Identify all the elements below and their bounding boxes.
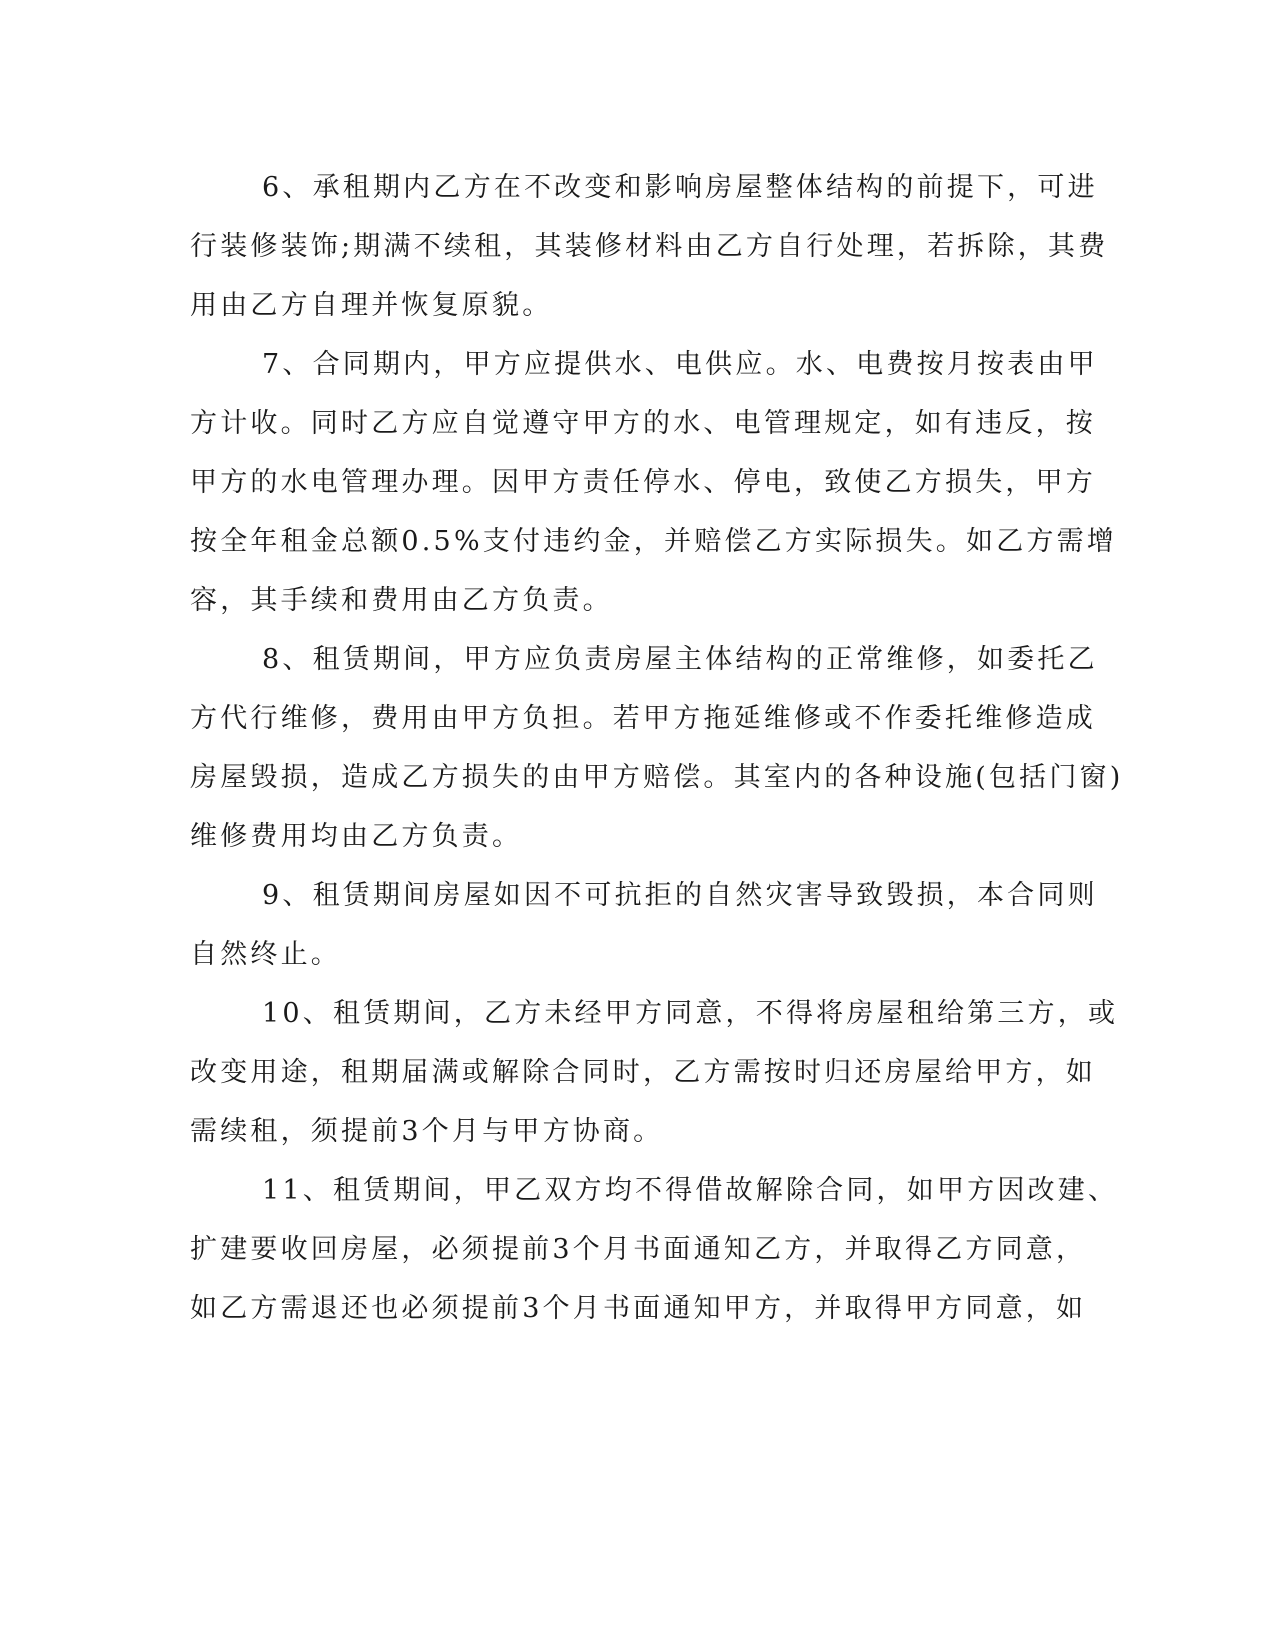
clause-10-line-1: 10、租赁期间，乙方未经甲方同意，不得将房屋租给第三方，或 xyxy=(262,998,1119,1029)
clause-8-line-2: 方代行维修，费用由甲方负担。若甲方拖延维修或不作委托维修造成 xyxy=(190,703,1096,734)
clause-10-line-2: 改变用途，租期届满或解除合同时，乙方需按时归还房屋给甲方，如 xyxy=(190,1057,1096,1088)
clause-11-line-3: 如乙方需退还也必须提前3个月书面通知甲方，并取得甲方同意，如 xyxy=(190,1293,1087,1324)
clause-10-line-3: 需续租，须提前3个月与甲方协商。 xyxy=(190,1116,664,1147)
clause-11-line-1: 11、租赁期间，甲乙双方均不得借故解除合同，如甲方因改建、 xyxy=(262,1175,1119,1206)
clause-7-line-3: 甲方的水电管理办理。因甲方责任停水、停电，致使乙方损失，甲方 xyxy=(190,467,1096,498)
clause-7-line-1: 7、合同期内，甲方应提供水、电供应。水、电费按月按表由甲 xyxy=(262,349,1098,380)
clause-6-line-3: 用由乙方自理并恢复原貌。 xyxy=(190,290,553,321)
clause-11-line-2: 扩建要收回房屋，必须提前3个月书面通知乙方，并取得乙方同意， xyxy=(190,1234,1087,1265)
clause-9-line-2: 自然终止。 xyxy=(190,939,341,970)
clause-7-line-4: 按全年租金总额0.5%支付违约金，并赔偿乙方实际损失。如乙方需增 xyxy=(190,526,1117,557)
clause-8-line-1: 8、租赁期间，甲方应负责房屋主体结构的正常维修，如委托乙 xyxy=(262,644,1098,675)
clause-8-line-4: 维修费用均由乙方负责。 xyxy=(190,821,523,852)
clause-8-line-3: 房屋毁损，造成乙方损失的由甲方赔偿。其室内的各种设施(包括门窗) xyxy=(190,762,1124,793)
clause-7-line-5: 容，其手续和费用由乙方负责。 xyxy=(190,585,613,616)
clause-9-line-1: 9、租赁期间房屋如因不可抗拒的自然灾害导致毁损，本合同则 xyxy=(262,880,1098,911)
clause-7-line-2: 方计收。同时乙方应自觉遵守甲方的水、电管理规定，如有违反，按 xyxy=(190,408,1096,439)
clause-6-line-1: 6、承租期内乙方在不改变和影响房屋整体结构的前提下，可进 xyxy=(262,172,1098,203)
clause-6-line-2: 行装修装饰;期满不续租，其装修材料由乙方自行处理，若拆除，其费 xyxy=(190,231,1109,262)
